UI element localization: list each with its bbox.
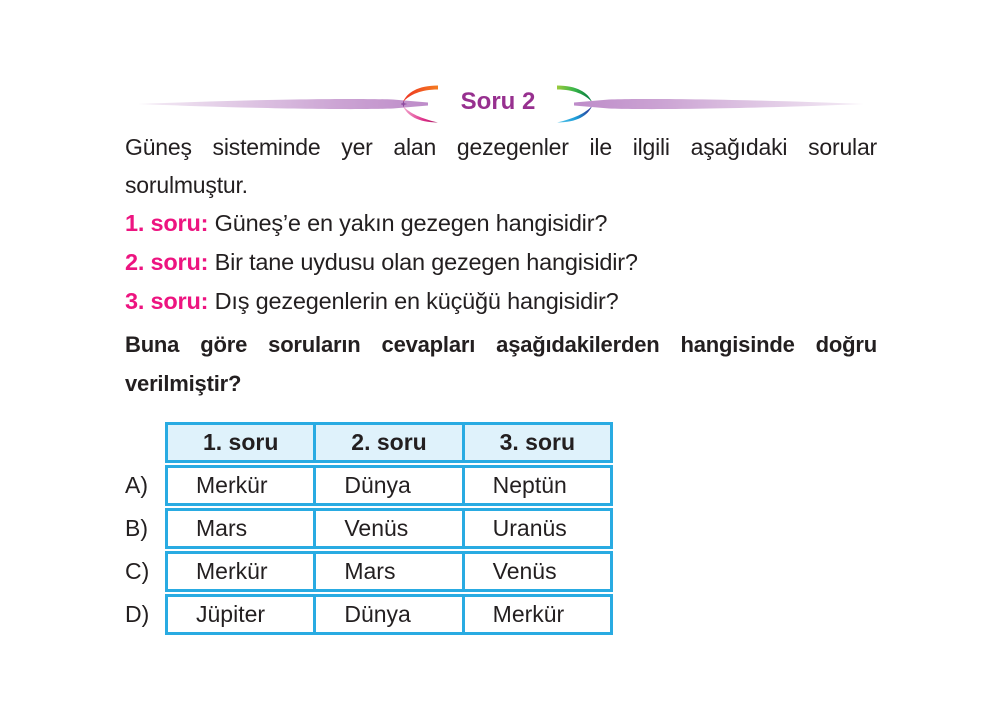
main-question bbox=[125, 326, 877, 403]
main-question-line-1: Buna göre soruların cevapları aşağıdakilerden hangisinde doğru bbox=[125, 332, 877, 357]
option-letter-b: B) bbox=[125, 515, 148, 541]
option-b-cell-3: Uranüs bbox=[462, 511, 610, 546]
intro-line-1: Güneş sisteminde yer alan gezegenler ile ilgili aşağıdaki sorular bbox=[125, 134, 877, 160]
option-letter-a: A) bbox=[125, 472, 148, 498]
sub-question-2-text: Bir tane uydusu olan gezegen hangisidir? bbox=[214, 249, 638, 275]
sub-question-2 bbox=[125, 243, 885, 282]
sub-question-3-label: 3. soru: bbox=[125, 288, 209, 314]
main-question-line-2: verilmiştir? bbox=[125, 370, 242, 396]
option-c-cell-3: Venüs bbox=[462, 554, 610, 589]
sub-question-3-text: Dış gezegenlerin en küçüğü hangisidir? bbox=[214, 288, 619, 314]
column-header-2: 2. soru bbox=[313, 425, 461, 460]
answer-table-header bbox=[165, 422, 613, 463]
intro-paragraph bbox=[125, 128, 877, 204]
sub-question-list bbox=[125, 204, 885, 321]
option-d-cell-2: Dünya bbox=[313, 597, 461, 632]
option-row-a bbox=[165, 465, 613, 506]
column-header-1: 1. soru bbox=[202, 429, 279, 455]
sub-question-1-text: Güneş’e en yakın gezegen hangisidir? bbox=[214, 210, 608, 236]
option-d-cell-1: Jüpiter bbox=[196, 601, 266, 627]
option-letter-c: C) bbox=[125, 558, 150, 584]
sub-question-3 bbox=[125, 282, 885, 321]
option-letter-d: D) bbox=[125, 601, 150, 627]
sub-question-2-label: 2. soru: bbox=[125, 249, 209, 275]
option-a-cell-2: Dünya bbox=[313, 468, 461, 503]
option-c-cell-2: Mars bbox=[313, 554, 461, 589]
sub-question-1-label: 1. soru: bbox=[125, 210, 209, 236]
option-row-b bbox=[165, 508, 613, 549]
section-title: Soru 2 bbox=[460, 88, 536, 115]
header-ribbon-left bbox=[138, 96, 428, 112]
sub-question-1 bbox=[125, 204, 885, 243]
column-header-3: 3. soru bbox=[462, 425, 610, 460]
intro-line-2: sorulmuştur. bbox=[125, 172, 248, 198]
option-row-d bbox=[165, 594, 613, 635]
option-d-cell-3: Merkür bbox=[462, 597, 610, 632]
option-c-cell-1: Merkür bbox=[196, 558, 268, 584]
option-a-cell-1: Merkür bbox=[196, 472, 268, 498]
header-ribbon-right bbox=[574, 96, 864, 112]
option-a-cell-3: Neptün bbox=[462, 468, 610, 503]
option-b-cell-2: Venüs bbox=[313, 511, 461, 546]
option-b-cell-1: Mars bbox=[196, 515, 248, 541]
option-row-c bbox=[165, 551, 613, 592]
